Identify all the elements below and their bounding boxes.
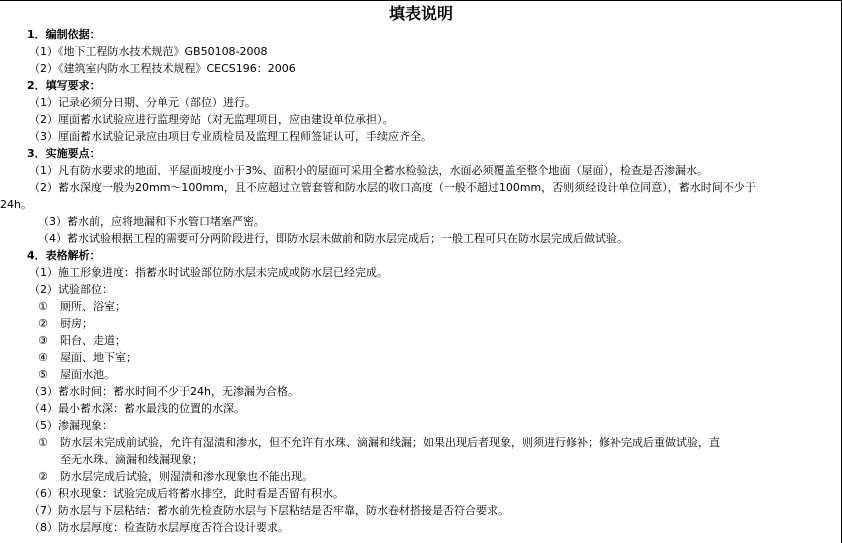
section-heading-form-analysis: 4．表格解析： [27,249,101,262]
basis-item-2: （2）《建筑室内防水工程技术规程》CECS196：2006 [29,62,296,75]
key-point-4: （4）蓄水试验根据工程的需要可分两阶段进行，即防水层未做前和防水层完成后；一般工程可只在防水层完成后做试验。 [38,232,628,245]
analysis-item-4: （4）最小蓄水深：蓄水最浅的位置的水深。 [29,402,245,415]
key-point-2-continued: 24h。 [0,198,32,211]
analysis-item-8: （8）防水层厚度：检查防水层厚度否符合设计要求。 [29,521,289,534]
requirement-item-2: （2）厘面蓄水试验应进行监理旁站（对无监理项目，应由建设单位承担）。 [29,113,394,126]
circled-number-marker: ① [38,436,48,449]
test-location-2 [10,315,842,332]
test-location-text: 厕所、浴室； [60,300,126,313]
basis-item-1: （1）《地下工程防水技术规范》GB50108-2008 [29,45,268,58]
test-location-5 [10,366,842,383]
circled-number-marker: ② [38,470,48,483]
analysis-item-3: （3）蓄水时间：蓄水时间不少于24h，无渗漏为合格。 [29,385,299,398]
circled-number-marker: ① [38,300,48,313]
section-heading-requirements: 2．填写要求： [27,79,101,92]
top-border [0,0,842,1]
key-point-3: （3）蓄水前，应将地漏和下水管口堵塞严密。 [38,215,265,228]
requirement-item-3: （3）厘面蓄水试验记录应由项目专业质检员及监理工程师签证认可，手续应齐全。 [29,130,432,143]
test-location-3 [10,332,842,349]
instructions-body [0,26,842,536]
section-heading-basis: 1．编制依据： [27,28,101,41]
page-title: 填表说明 [388,4,453,23]
key-point-2: （2）蓄水深度一般为20mm～100mm，且不应超过立管套管和防水层的收口高度（一般不超过100mm，否则须经设计单位同意），蓄水时间不少于 [29,181,756,194]
key-point-1: （1）凡有防水要求的地面、平屋面坡度小于3%、面积小的屋面可采用全蓄水检验法，水面必须覆盖至整个地面（屋面），检查是否渗漏水。 [29,164,708,177]
circled-number-marker: ④ [38,351,48,364]
analysis-item-1: （1）施工形象进度：指蓄水时试验部位防水层未完成或防水层已经完成。 [29,266,388,279]
requirement-item-1: （1）记录必须分日期、分单元（部位）进行。 [29,96,256,109]
leakage-item-1 [10,434,842,451]
test-location-text: 屋面、地下室； [60,351,137,364]
test-location-text: 阳台、走道； [60,334,126,347]
analysis-item-2: （2）试验部位： [29,283,113,296]
leakage-item-2 [10,468,842,485]
circled-number-marker: ⑤ [38,368,48,381]
leakage-item-1-continued: 至无水珠、滴漏和线漏现象； [60,453,203,466]
test-location-text: 厨房； [60,317,93,330]
test-location-1 [10,298,842,315]
analysis-item-5: （5）渗漏现象： [29,419,113,432]
analysis-item-6: （6）积水现象：试验完成后将蓄水排空，此时看是否留有积水。 [29,487,344,500]
section-heading-key-points: 3．实施要点： [27,147,101,160]
circled-number-marker: ② [38,317,48,330]
test-location-text: 屋面水池。 [60,368,115,381]
leakage-text: 防水层未完成前试验，允许有湿渍和渗水，但不允许有水珠、滴漏和线漏；如果出现后者现象，则须进行修补；修补完成后重做试验，直 [60,436,720,449]
analysis-item-7: （7）防水层与下层粘结：蓄水前先检查防水层与下层粘结是否牢靠，防水卷材搭接是否符合要求。 [29,504,509,517]
leakage-text: 防水层完成后试验，则湿渍和渗水现象也不能出现。 [60,470,313,483]
test-location-4 [10,349,842,366]
circled-number-marker: ③ [38,334,48,347]
